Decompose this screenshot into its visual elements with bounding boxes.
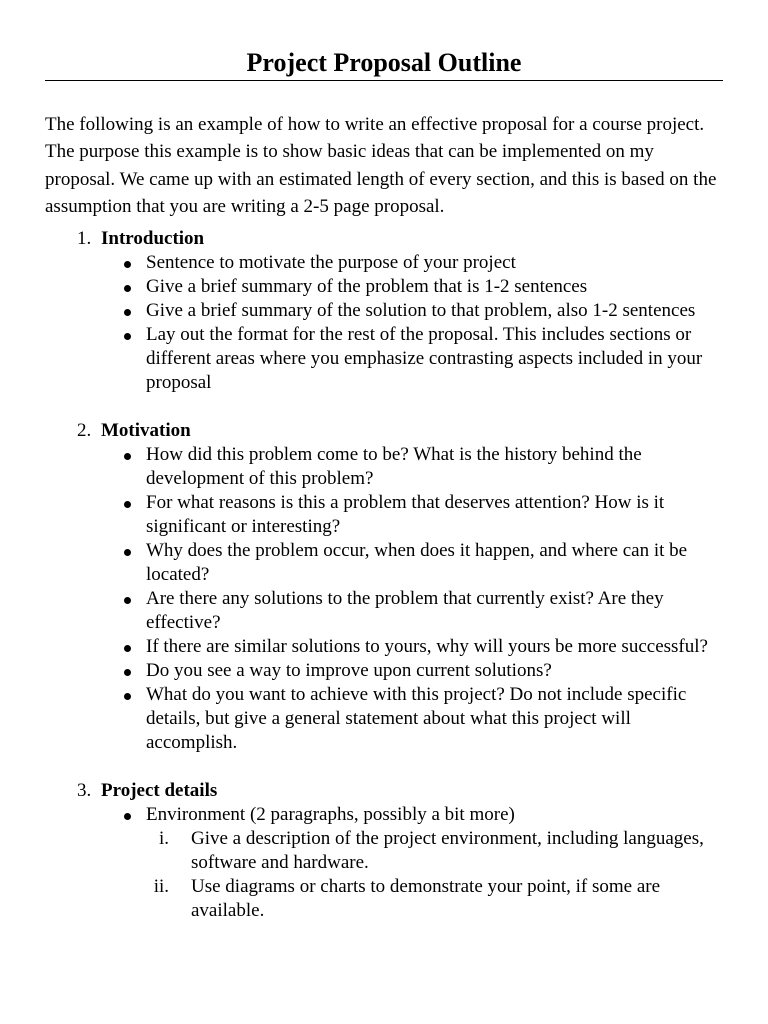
- bullet-item: [45, 275, 723, 299]
- section-number: 2.: [77, 420, 92, 442]
- section-header: [45, 419, 723, 443]
- bullet-item: [45, 323, 723, 395]
- section-heading: Project details: [101, 780, 218, 802]
- section-number: 1.: [77, 228, 92, 250]
- bullet-list: [45, 251, 723, 395]
- bullet-icon: [124, 453, 131, 460]
- section-heading: Introduction: [101, 228, 205, 250]
- roman-text: Use diagrams or charts to demonstrate your point, if some are available.: [191, 876, 661, 922]
- bullet-item: [45, 803, 723, 827]
- bullet-text: For what reasons is this a problem that deserves attention? How is it significant or interesting?: [146, 492, 665, 538]
- bullet-icon: [124, 285, 131, 292]
- bullet-list: [45, 443, 723, 755]
- bullet-item: [45, 491, 723, 539]
- section-introduction: [45, 227, 723, 395]
- bullet-text: Why does the problem occur, when does it happen, and where can it be located?: [146, 540, 688, 586]
- document-title: Project Proposal Outline: [246, 48, 522, 77]
- bullet-item: [45, 635, 723, 659]
- bullet-icon: [124, 813, 131, 820]
- section-motivation: [45, 419, 723, 755]
- bullet-item: [45, 443, 723, 491]
- bullet-icon: [124, 549, 131, 556]
- bullet-text: Environment (2 paragraphs, possibly a bit more): [146, 804, 515, 826]
- roman-item: [45, 875, 723, 923]
- bullet-icon: [124, 333, 131, 340]
- spacer: [45, 395, 723, 419]
- section-header: [45, 227, 723, 251]
- bullet-list: [45, 803, 723, 827]
- section-header: [45, 779, 723, 803]
- section-project-details: [45, 779, 723, 923]
- bullet-item: [45, 659, 723, 683]
- title-divider: [45, 80, 723, 81]
- bullet-item: [45, 299, 723, 323]
- bullet-text: What do you want to achieve with this project? Do not include specific details, but give a general statement about what this project will accomplish.: [146, 684, 687, 754]
- roman-text: Give a description of the project environment, including languages, software and hardware.: [191, 828, 704, 874]
- bullet-icon: [124, 645, 131, 652]
- document-page: [45, 0, 723, 923]
- bullet-icon: [124, 501, 131, 508]
- intro-paragraph: The following is an example of how to write an effective proposal for a course project. The purpose this example is to show basic ideas that can be implemented on my proposal. We came up with an estimated length of every section, and this is based on the assumption that you are writing a 2-5 page proposal.: [45, 114, 717, 217]
- spacer: [45, 755, 723, 779]
- bullet-text: Lay out the format for the rest of the proposal. This includes sections or different areas where you emphasize contrasting aspects included in your proposal: [146, 324, 703, 394]
- roman-list: [45, 827, 723, 923]
- bullet-item: [45, 539, 723, 587]
- roman-number: i.: [158, 828, 169, 850]
- roman-item: [45, 827, 723, 875]
- bullet-item: [45, 683, 723, 755]
- roman-number: ii.: [153, 876, 169, 898]
- bullet-item: [45, 251, 723, 275]
- section-heading: Motivation: [101, 420, 191, 442]
- bullet-text: Sentence to motivate the purpose of your project: [146, 252, 516, 274]
- bullet-text: Are there any solutions to the problem that currently exist? Are they effective?: [146, 588, 664, 634]
- bullet-text: Do you see a way to improve upon current solutions?: [146, 660, 552, 682]
- bullet-text: Give a brief summary of the problem that is 1-2 sentences: [146, 276, 588, 298]
- bullet-text: Give a brief summary of the solution to that problem, also 1-2 sentences: [146, 300, 696, 322]
- bullet-icon: [124, 309, 131, 316]
- section-number: 3.: [77, 780, 92, 802]
- bullet-icon: [124, 669, 131, 676]
- bullet-icon: [124, 597, 131, 604]
- bullet-text: How did this problem come to be? What is the history behind the development of this problem?: [146, 444, 642, 490]
- bullet-text: If there are similar solutions to yours, why will yours be more successful?: [146, 636, 708, 658]
- bullet-icon: [124, 693, 131, 700]
- bullet-icon: [124, 261, 131, 268]
- bullet-item: [45, 587, 723, 635]
